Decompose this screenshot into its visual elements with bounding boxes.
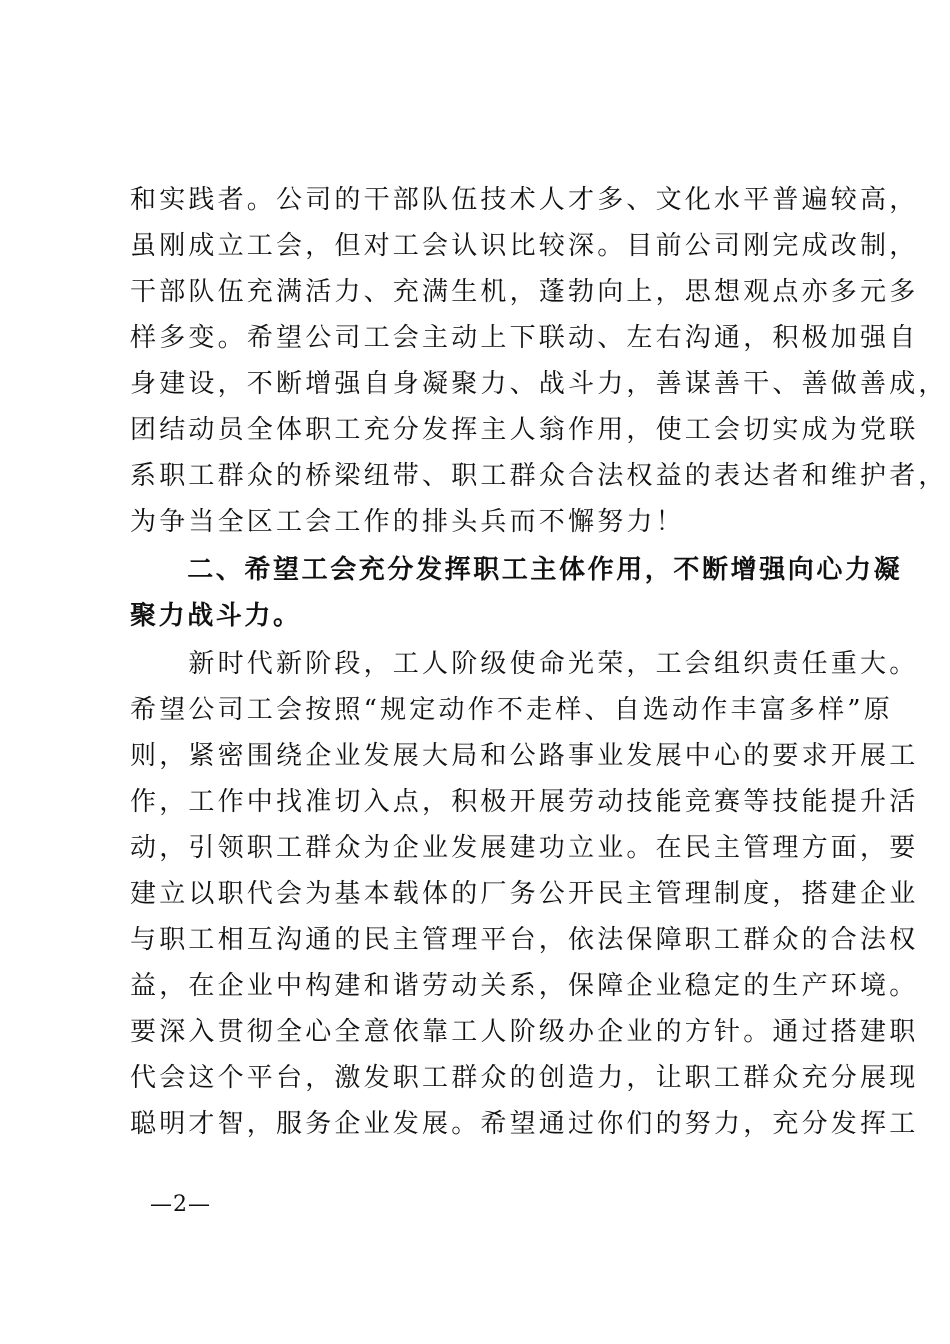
paragraph-line: 与职工相互沟通的民主管理平台，依法保障职工群众的合法权 [130,925,919,955]
paragraph-line: 团结动员全体职工充分发挥主人翁作用，使工会切实成为党联 [130,415,919,445]
paragraph-line: 身建设，不断增强自身凝聚力、战斗力，善谋善干、善做善成， [130,369,948,399]
section-heading-line: 聚力战斗力。 [130,601,302,631]
paragraph-line: 益，在企业中构建和谐劳动关系，保障企业稳定的生产环境。 [130,971,919,1001]
page-number: —2— [150,1192,211,1217]
paragraph-line: 干部队伍充满活力、充满生机，蓬勃向上，思想观点亦多元多 [130,277,919,307]
paragraph-line: 新时代新阶段，工人阶级使命光荣，工会组织责任重大。 [130,649,919,679]
paragraph-line: 建立以职代会为基本载体的厂务公开民主管理制度，搭建企业 [130,879,919,909]
paragraph-line: 为争当全区工会工作的排头兵而不懈努力！ [130,507,685,537]
paragraph-line: 聪明才智，服务企业发展。希望通过你们的努力，充分发挥工 [130,1109,919,1139]
paragraph-line: 和实践者。公司的干部队伍技术人才多、文化水平普遍较高， [130,185,919,215]
paragraph-line: 希望公司工会按照“规定动作不走样、自选动作丰富多样”原 [130,695,893,725]
paragraph-line: 要深入贯彻全心全意依靠工人阶级办企业的方针。通过搭建职 [130,1017,919,1047]
paragraph-line: 则，紧密围绕企业发展大局和公路事业发展中心的要求开展工 [130,741,919,771]
paragraph-line: 动，引领职工群众为企业发展建功立业。在民主管理方面，要 [130,833,919,863]
paragraph-line: 系职工群众的桥梁纽带、职工群众合法权益的表达者和维护者， [130,461,948,491]
paragraph-line: 代会这个平台，激发职工群众的创造力，让职工群众充分展现 [130,1063,919,1093]
paragraph-line: 虽刚成立工会，但对工会认识比较深。目前公司刚完成改制， [130,231,919,261]
paragraph-line: 样多变。希望公司工会主动上下联动、左右沟通，积极加强自 [130,323,919,353]
section-heading-line: 二、希望工会充分发挥职工主体作用，不断增强向心力凝 [130,555,903,585]
paragraph-line: 作，工作中找准切入点，积极开展劳动技能竞赛等技能提升活 [130,787,919,817]
